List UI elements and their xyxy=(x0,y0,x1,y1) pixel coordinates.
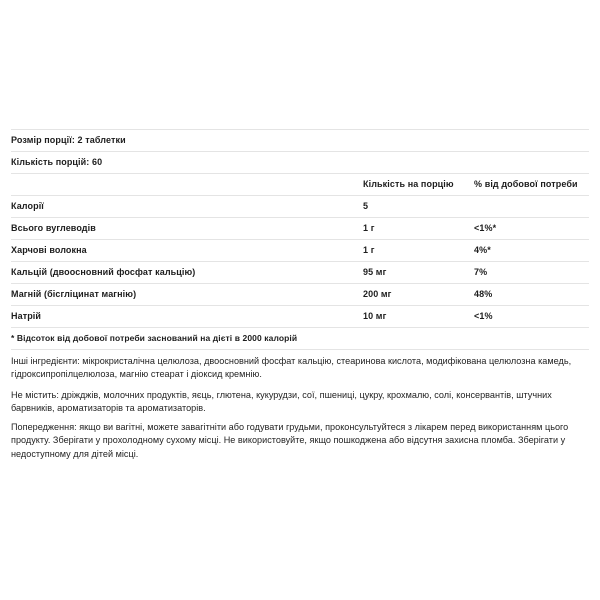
column-header-percent-daily-value: % від добової потреби xyxy=(474,174,589,196)
nutrient-amount: 10 мг xyxy=(363,306,474,328)
table-row-footnote xyxy=(11,328,589,350)
table-row-servings-per-container xyxy=(11,152,589,174)
servings-per-container-label: Кількість порцій: 60 xyxy=(11,152,589,174)
table-header-row xyxy=(11,174,589,196)
nutrient-amount: 1 г xyxy=(363,240,474,262)
table-row xyxy=(11,218,589,240)
table-row xyxy=(11,240,589,262)
table-row xyxy=(11,306,589,328)
nutrient-name: Калорії xyxy=(11,196,363,218)
table-row xyxy=(11,196,589,218)
column-header-amount-per-serving: Кількість на порцію xyxy=(363,174,474,196)
table-row xyxy=(11,262,589,284)
supplement-facts-table xyxy=(11,129,589,350)
nutrient-name: Магній (бісгліцинат магнію) xyxy=(11,284,363,306)
nutrient-daily-value: 48% xyxy=(474,284,589,306)
daily-value-footnote: * Відсоток від добової потреби заснований на дієті в 2000 калорій xyxy=(11,328,589,350)
table-row xyxy=(11,284,589,306)
free-of-text: Не містить: дріжджів, молочних продуктів, яєць, глютена, кукурудзи, сої, пшениці, цукру, крохмалю, солі, консервантів, штучних барвників, ароматизаторів та ароматизаторів. xyxy=(11,390,552,414)
supplement-facts-panel xyxy=(11,129,589,350)
nutrient-daily-value xyxy=(474,196,589,218)
other-ingredients-text: Інші інгредієнти: мікрокристалічна целюлоза, двоосновний фосфат кальцію, стеаринова кислота, модифікована целюлозна камедь, гідроксипропілцелюлоза, магнію стеарат і діоксид кремнію. xyxy=(11,356,572,380)
nutrient-name: Харчові волокна xyxy=(11,240,363,262)
nutrient-amount: 95 мг xyxy=(363,262,474,284)
table-row-serving-size xyxy=(11,130,589,152)
nutrient-daily-value: 7% xyxy=(474,262,589,284)
nutrient-name: Натрій xyxy=(11,306,363,328)
nutrient-name: Кальцій (двоосновний фосфат кальцію) xyxy=(11,262,363,284)
nutrient-daily-value: 4%* xyxy=(474,240,589,262)
nutrient-name: Всього вуглеводів xyxy=(11,218,363,240)
nutrient-amount: 200 мг xyxy=(363,284,474,306)
column-header-name xyxy=(11,174,363,196)
warning-text: Попередження: якщо ви вагітні, можете завагітніти або годувати грудьми, проконсультуйтеся з лікарем перед використанням цього продукту. Зберігати у прохолодному сухому місці. Не використовуйте, якщо пошкоджена або відсутня захисна пломба. Зберігати у недоступному для дітей місці. xyxy=(11,422,569,459)
nutrient-daily-value: <1%* xyxy=(474,218,589,240)
nutrient-amount: 5 xyxy=(363,196,474,218)
nutrient-daily-value: <1% xyxy=(474,306,589,328)
nutrient-amount: 1 г xyxy=(363,218,474,240)
serving-size-label: Розмір порції: 2 таблетки xyxy=(11,130,589,152)
